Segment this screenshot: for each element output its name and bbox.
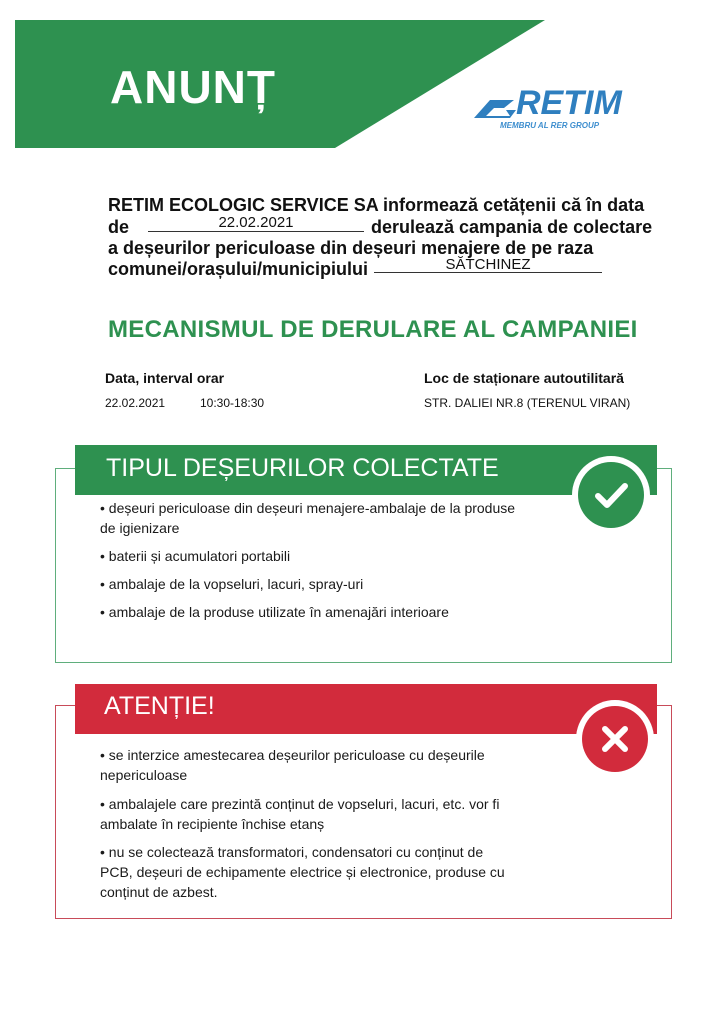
collected-item-2: • baterii și acumulatori portabili xyxy=(100,548,291,564)
date-fill-value: 22.02.2021 xyxy=(218,214,294,231)
checkmark-icon xyxy=(578,462,644,528)
logo-text: RETIM xyxy=(516,84,622,122)
locality-fill-value: SĂTCHINEZ xyxy=(445,256,531,273)
intro-line-2-suffix: derulează campania de colectare xyxy=(371,217,653,237)
intro-line-1: RETIM ECOLOGIC SERVICE SA informează cetățenii că în data xyxy=(108,195,645,215)
logo-tagline: MEMBRU AL RER GROUP xyxy=(500,121,600,130)
attention-item-1: • se interzice amestecarea deșeurilor periculoase cu deșeurile xyxy=(100,747,485,763)
location-label: Loc de staționare autoutilitară xyxy=(424,370,624,386)
attention-item-1-cont: nepericuloase xyxy=(100,767,188,783)
page-title: ANUNȚ xyxy=(110,61,276,113)
x-mark-icon xyxy=(582,706,648,772)
collected-item-4: • ambalaje de la produse utilizate în amenajări interioare xyxy=(100,604,449,620)
date-blank-line xyxy=(148,231,364,232)
collected-item-1: • deșeuri periculoase din deșeuri menajere-ambalaje de la produse xyxy=(100,500,516,516)
collected-title: TIPUL DEȘEURILOR COLECTATE xyxy=(106,454,499,482)
attention-item-3-cont: PCB, deșeuri de echipamente electrice și electronice, produse cu xyxy=(100,864,505,880)
intro-line-2-prefix: de xyxy=(108,217,130,237)
attention-title: ATENȚIE! xyxy=(104,692,215,720)
schedule-time: 10:30-18:30 xyxy=(200,396,265,410)
collected-item-1-cont: de igienizare xyxy=(100,520,180,536)
attention-item-2-cont: ambalate în recipiente închise etanș xyxy=(100,816,325,832)
date-label: Data, interval orar xyxy=(105,370,225,386)
schedule-date: 22.02.2021 xyxy=(105,396,166,410)
campaign-heading: MECANISMUL DE DERULARE AL CAMPANIEI xyxy=(108,316,638,343)
attention-item-2: • ambalajele care prezintă conținut de vopseluri, lacuri, etc. vor fi xyxy=(100,796,500,812)
intro-line-4-prefix: comunei/orașului/municipiului xyxy=(108,259,369,279)
intro-line-3: a deșeurilor periculoase din deșeuri menajere de pe raza xyxy=(108,238,594,258)
attention-item-3: • nu se colectează transformatori, condensatori cu conținut de xyxy=(100,844,484,860)
schedule-location: STR. DALIEI NR.8 (TERENUL VIRAN) xyxy=(424,396,631,410)
collected-item-3: • ambalaje de la vopseluri, lacuri, spray-uri xyxy=(100,576,364,592)
attention-item-3-cont2: conținut de azbest. xyxy=(100,884,218,900)
